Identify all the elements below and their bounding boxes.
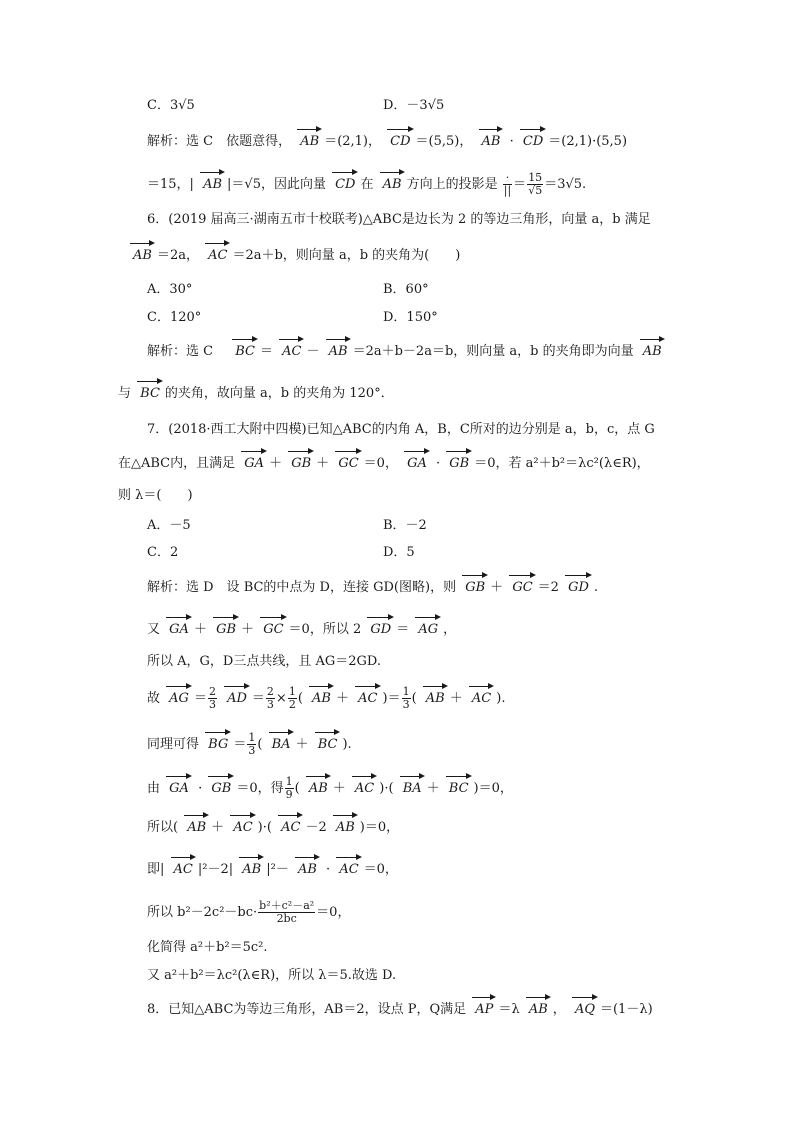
- vector-ab: AB: [184, 818, 209, 838]
- q6-sol-text: ＝2a＋b－2a＝b，则向量 a，b 的夹角即为向量: [352, 344, 634, 359]
- q5-sol-text: |＝√5，因此向量: [227, 177, 326, 192]
- vector-ab: AB: [423, 689, 448, 709]
- q7-solution-line8: 即| AC |²－2| AB |²－ AB · AC ＝0，: [147, 860, 398, 880]
- vector-ag: AG: [415, 620, 441, 640]
- vector-ac: AC: [171, 860, 196, 880]
- value-fraction: $\frac{15}{√5}$: [528, 171, 543, 197]
- vector-ac: AC: [352, 779, 377, 799]
- vector-ac: AC: [355, 689, 380, 709]
- q7-solution-line6: 由 GA · GB ＝0，得 $\frac{1}{9}$ ( AB ＋ AC )·( BA ＋ BC )＝0，: [147, 775, 513, 801]
- q7-stem-line2: 在△ABC内，且满足 GA ＋ GB ＋ GC ＝0， GA · GB ＝0，若 a²＋b²＝λc²(λ∈R)，: [118, 454, 650, 474]
- q7-stem-line3: 则 λ＝( ): [118, 488, 193, 503]
- vector-ab: AB: [295, 860, 320, 880]
- vector-ba: BA: [269, 735, 294, 755]
- q7-solution-line11: 又 a²＋b²＝λc²(λ∈R)，所以 λ＝5.故选 D.: [147, 968, 397, 983]
- q5-sol-text: 在: [360, 177, 374, 192]
- q5-option-c: C．3√5: [147, 98, 195, 113]
- vector-ga: GA: [241, 454, 267, 474]
- vector-ac: AC: [230, 818, 255, 838]
- q6-text: ＝2a＋b，则向量 a，b 的夹角为( ): [232, 248, 461, 263]
- vector-ac: AC: [469, 689, 494, 709]
- vector-bg: BG: [205, 735, 231, 755]
- vector-gd: GD: [565, 578, 592, 598]
- q5-sol-text: ＝(5,5)，: [415, 134, 473, 149]
- vector-gb: GB: [208, 779, 234, 799]
- vector-bc: BC: [446, 779, 472, 799]
- q7-solution-line9: 所以 b²－2c²－bc· $\frac{\text{b²＋c²－a²}}{2bc}$ ＝0，: [147, 899, 351, 925]
- vector-gb: GB: [462, 578, 488, 598]
- q8-stem-line1: 8．已知△ABC为等边三角形，AB＝2，设点 P，Q满足 AP ＝λ AB ， AQ ＝(1－λ): [147, 1000, 653, 1020]
- q6-sol-text: －: [306, 344, 320, 359]
- vector-aq: AQ: [572, 1000, 598, 1020]
- vector-ga: GA: [166, 620, 192, 640]
- vector-gb: GB: [288, 454, 314, 474]
- vector-ab: AB: [239, 860, 264, 880]
- vector-gc: GC: [335, 454, 361, 474]
- q7-solution-line3: 所以 A，G，D三点共线，且 AG＝2GD.: [147, 654, 381, 669]
- q7-solution-line2: 又 GA ＋ GB ＋ GC ＝0，所以 2 GD ＝ AG ，: [147, 620, 456, 640]
- q6-solution-line1: [147, 342, 667, 362]
- q5-solution-line2: ＝15，| AB |＝√5，因此向量 CD 在 AB 方向上的投影是 $\frac{\cdot}{||}$ ＝ $\frac{15}{√5}$ ＝3√5.: [147, 171, 587, 197]
- vector-ab: AB: [333, 818, 358, 838]
- vector-ab: AB: [479, 132, 504, 152]
- vector-ac: AC: [205, 246, 230, 266]
- q7-option-d: D．5: [383, 545, 415, 560]
- q7-solution-line1: 解析：选 D 设 BC的中点为 D，连接 GD(图略)，则 GB ＋ GC ＝2 GD .: [147, 578, 598, 598]
- vector-ab: AB: [306, 779, 331, 799]
- vector-gc: GC: [509, 578, 535, 598]
- dot-operator: ·: [509, 134, 514, 149]
- q7-text: 在△ABC内，且满足: [118, 456, 236, 471]
- q6-stem-line2: [128, 246, 460, 266]
- q6-sol-text: 的夹角，故向量 a，b 的夹角为 120°．: [164, 386, 394, 401]
- q6-solution-line2: [118, 384, 394, 404]
- vector-gb: GB: [446, 454, 472, 474]
- q6-option-d: D．150°: [383, 310, 438, 325]
- q7-option-b: B．－2: [383, 518, 427, 533]
- q5-sol-text: 方向上的投影是: [406, 177, 498, 192]
- vector-ag: AG: [166, 689, 192, 709]
- q5-sol-text: ＝(2,1)，: [324, 134, 382, 149]
- q5-sol-text: ＝3√5.: [544, 177, 587, 192]
- vector-gc: GC: [260, 620, 286, 640]
- vector-ba: BA: [400, 779, 425, 799]
- vector-ab: AB: [130, 246, 155, 266]
- vector-bc: BC: [315, 735, 341, 755]
- q5-sol-prefix: 解析：选 C 依题意得，: [147, 134, 292, 149]
- vector-ac: AC: [278, 818, 303, 838]
- q6-option-a: A．30°: [147, 282, 193, 297]
- vector-ac: AC: [336, 860, 361, 880]
- vector-cd: CD: [332, 175, 358, 195]
- q7-stem-line1: 7．(2018·西工大附中四模)已知△ABC的内角 A，B，C所对的边分别是 a，b，c，点 G: [147, 422, 655, 437]
- vector-gd: GD: [367, 620, 394, 640]
- q6-stem-line1: 6．(2019 届高三·湖南五市十校联考)△ABC是边长为 2 的等边三角形，向量 a，b 满足: [147, 212, 651, 227]
- q7-option-a: A．－5: [147, 518, 191, 533]
- vector-ab: AB: [326, 342, 351, 362]
- q5-sol-text: ＝15，|: [147, 177, 194, 192]
- vector-ab: AB: [526, 1000, 551, 1020]
- vector-ab: AB: [380, 175, 405, 195]
- vector-ab: AB: [640, 342, 665, 362]
- vector-ga: GA: [404, 454, 430, 474]
- q5-sol-text: ＝(2,1)·(5,5): [548, 134, 628, 149]
- vector-cd: CD: [520, 132, 546, 152]
- vector-cd: CD: [387, 132, 413, 152]
- q7-solution-line10: 化简得 a²＋b²＝5c².: [147, 940, 268, 955]
- cosine-fraction: $\frac{\text{b²＋c²－a²}}{2bc}$: [259, 899, 315, 925]
- q6-option-b: B．60°: [383, 282, 429, 297]
- vector-ab: AB: [200, 175, 225, 195]
- vector-ab: AB: [297, 132, 322, 152]
- q7-solution-line4: 故 AG ＝ $\frac{2}{3}$ AD ＝ $\frac{2}{3}$ × $\frac{1}{2}$ ( AB ＋ AC )＝ $\frac{1}{3}$ ( AB ＋ AC ).: [147, 685, 506, 711]
- q6-sol-text: 与: [118, 386, 132, 401]
- q7-solution-line5: 同理可得 BG ＝ $\frac{1}{3}$ ( BA ＋ BC ).: [147, 731, 352, 757]
- vector-ab: AB: [309, 689, 334, 709]
- vector-bc: BC: [232, 342, 258, 362]
- vector-bc: BC: [137, 384, 163, 404]
- q6-sol-text: ＝: [259, 344, 273, 359]
- vector-ad: AD: [224, 689, 250, 709]
- q5-option-d: D．－3√5: [383, 98, 445, 113]
- q5-solution-line1: [147, 132, 627, 152]
- q6-sol-text: 解析：选 C: [147, 344, 214, 359]
- vector-ap: AP: [472, 1000, 496, 1020]
- vector-gb: GB: [213, 620, 239, 640]
- q7-option-c: C．2: [147, 545, 179, 560]
- q6-option-c: C．120°: [147, 310, 202, 325]
- q6-text: ＝2a，: [156, 248, 199, 263]
- q7-solution-line7: 所以( AB ＋ AC )·( AC －2 AB )＝0，: [147, 818, 399, 838]
- projection-fraction: $\frac{\cdot}{||}$: [503, 171, 512, 197]
- vector-ac: AC: [279, 342, 304, 362]
- vector-ga: GA: [166, 779, 192, 799]
